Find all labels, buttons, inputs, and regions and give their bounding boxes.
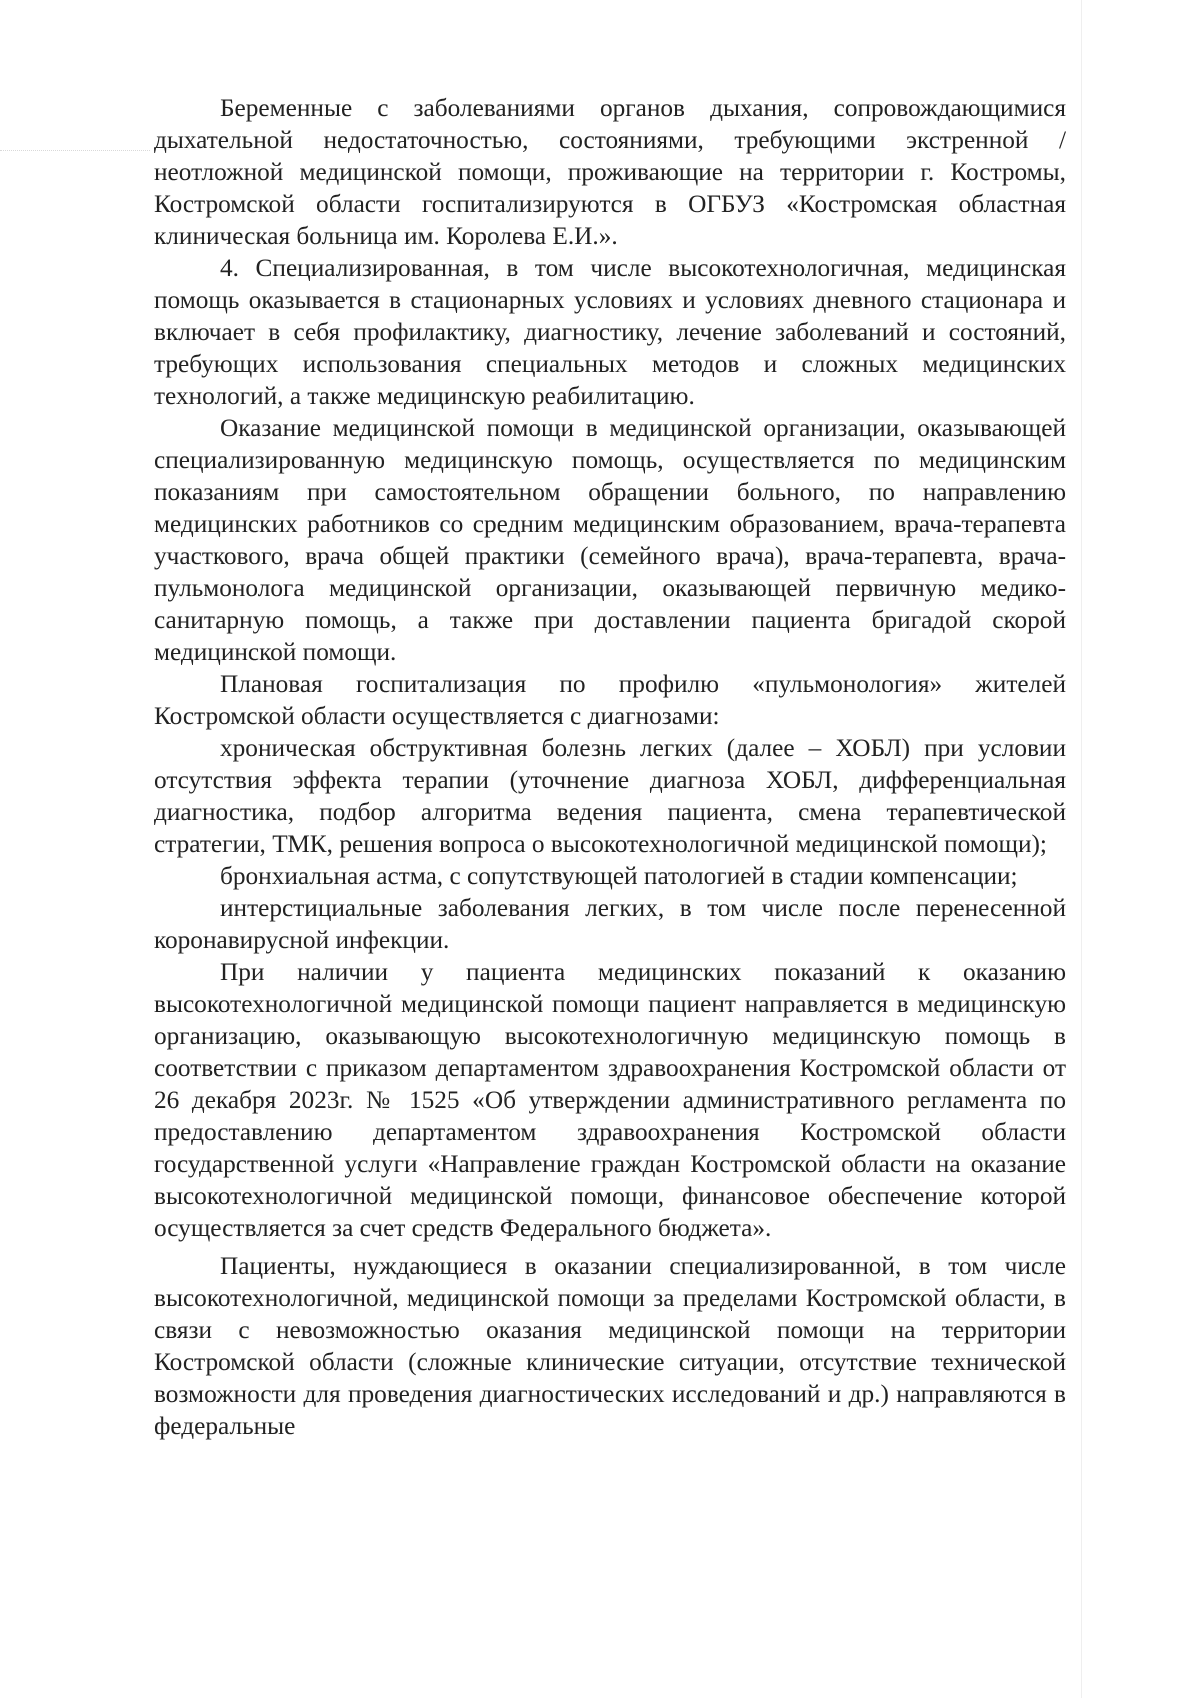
paragraph-federal-referral: Пациенты, нуждающиеся в оказании специализированной, в том числе высокотехнологичной, медицинской помощи за пределами Костромской области, в связи с невозможностью оказания медицинской помощи на территории Костромской области (сложные клинические ситуации, отсутствие технической возможности для проведения диагностических исследований и др.) направляются в федеральные xyxy=(154,1252,1066,1440)
diagnosis-item-interstitial: интерстициальные заболевания легких, в том числе после перенесенной коронавирусной инфекции. xyxy=(154,894,1066,954)
diagnosis-item-copd: хроническая обструктивная болезнь легких (далее – ХОБЛ) при условии отсутствия эффекта терапии (уточнение диагноза ХОБЛ, дифференциальная диагностика, подбор алгоритма ведения пациента, смена терапевтической стратегии, ТМК, решения вопроса о высокотехнологичной медицинской помощи); xyxy=(154,734,1066,858)
document-body xyxy=(154,92,1066,1442)
paragraph-item-4-specialized-care: 4. Специализированная, в том числе высокотехнологичная, медицинская помощь оказывается в стационарных условиях и условиях дневного стационара и включает в себя профилактику, диагностику, лечение заболеваний и состояний, требующих использования специальных методов и сложных медицинских технологий, а также медицинскую реабилитацию. xyxy=(154,254,1066,410)
paragraph-pregnant-patients: Беременные с заболеваниями органов дыхания, сопровождающимися дыхательной недостаточностью, состояниями, требующими экстренной / неотложной медицинской помощи, проживающие на территории г. Костромы, Костромской области госпитализируются в ОГБУЗ «Костромская областная клиническая больница им. Королева Е.И.». xyxy=(154,94,1066,250)
paragraph-high-tech-referral: При наличии у пациента медицинских показаний к оказанию высокотехнологичной медицинской помощи пациент направляется в медицинскую организацию, оказывающую высокотехнологичную медицинскую помощь в соответствии с приказом департаментом здравоохранения Костромской области от 26 декабря 2023г. № 1525 «Об утверждении административного регламента по предоставлению департаментом здравоохранения Костромской области государственной услуги «Направление граждан Костромской области на оказание высокотехнологичной медицинской помощи, финансовое обеспечение которой осуществляется за счет средств Федерального бюджета». xyxy=(154,958,1066,1242)
scan-artifact xyxy=(0,150,150,157)
paragraph-planned-hospitalization: Плановая госпитализация по профилю «пульмонология» жителей Костромской области осуществляется с диагнозами: xyxy=(154,670,1066,730)
paragraph-care-provision: Оказание медицинской помощи в медицинской организации, оказывающей специализированную медицинскую помощь, осуществляется по медицинским показаниям при самостоятельном обращении больного, по направлению медицинских работников со средним медицинским образованием, врача-терапевта участкового, врача общей практики (семейного врача), врача-терапевта, врача-пульмонолога медицинской организации, оказывающей первичную медико-санитарную помощь, а также при доставлении пациента бригадой скорой медицинской помощи. xyxy=(154,414,1066,666)
diagnosis-item-asthma: бронхиальная астма, с сопутствующей патологией в стадии компенсации; xyxy=(220,862,1018,890)
scan-edge-line xyxy=(1081,0,1082,1698)
